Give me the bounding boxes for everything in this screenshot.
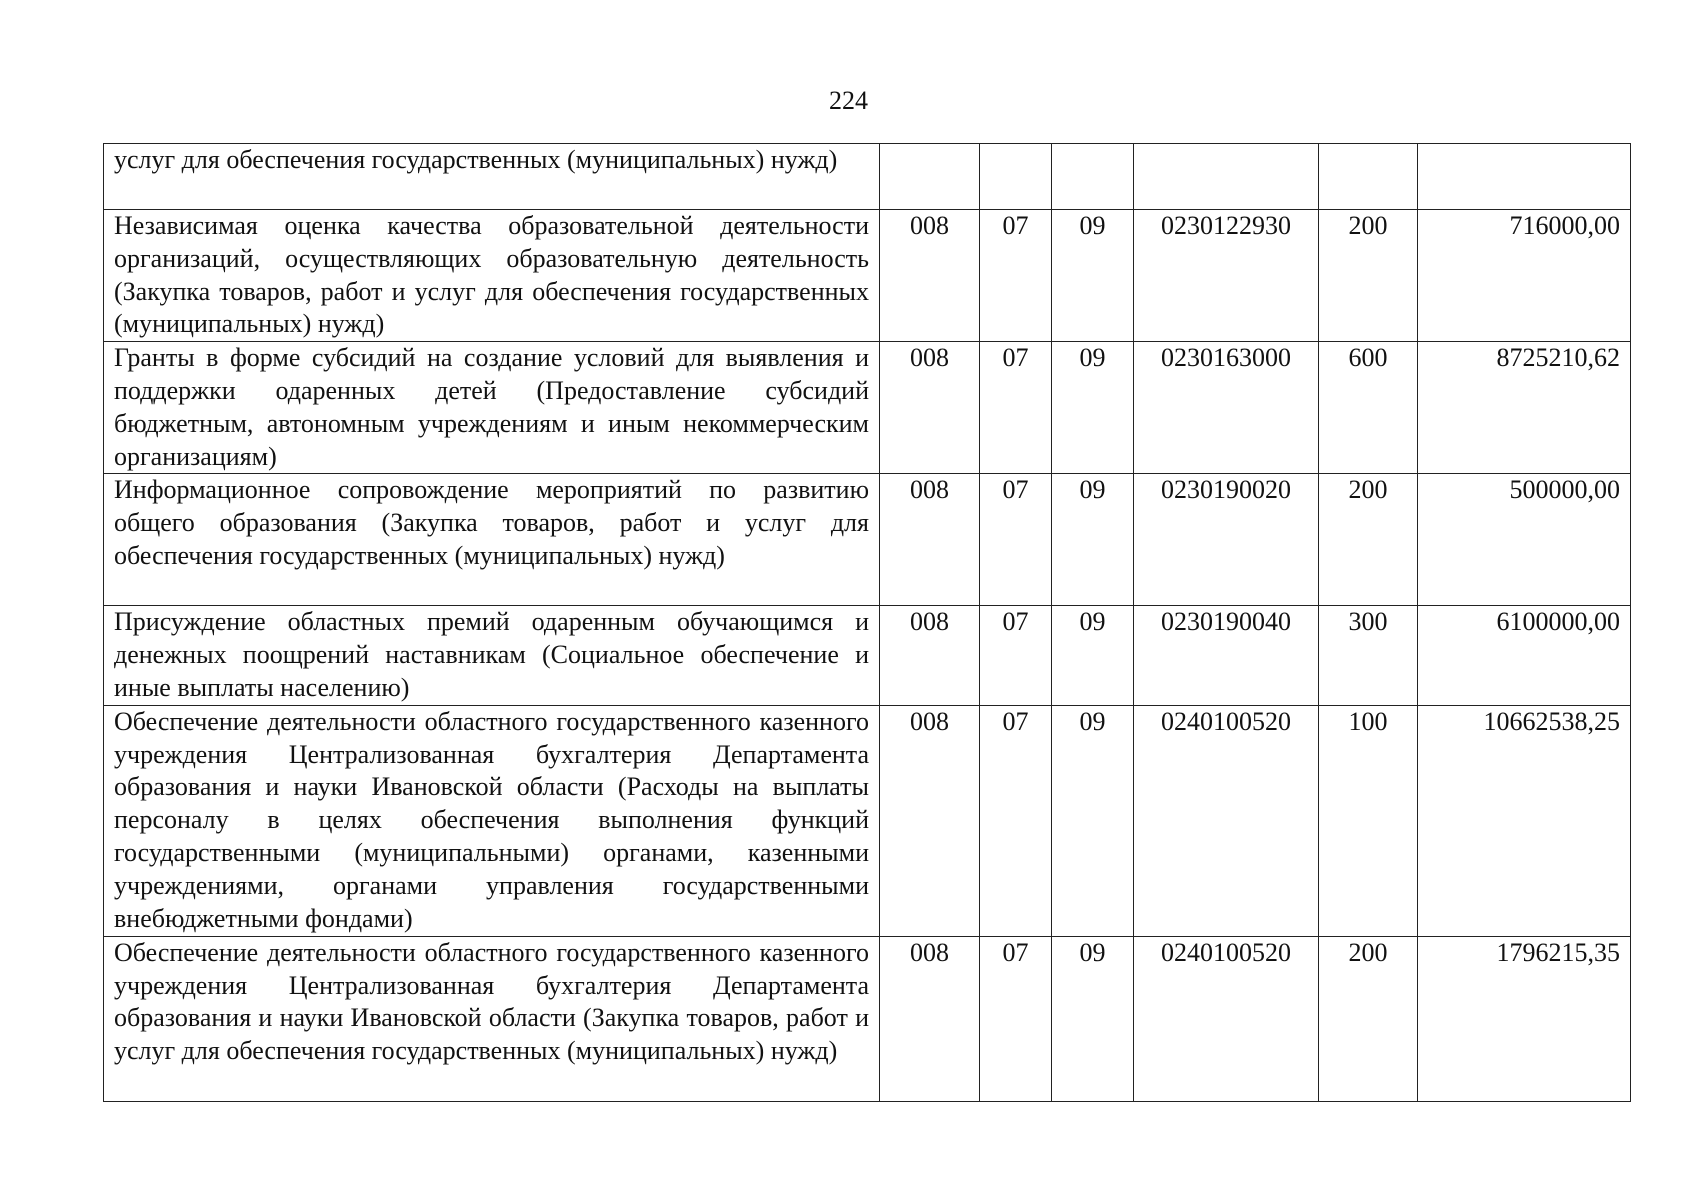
table-row xyxy=(104,606,1631,705)
row-expense-type: 300 xyxy=(1319,606,1418,705)
row-description: Обеспечение деятельности областного государственного казенного учреждения Централизованная бухгалтерия Департамента образования и науки Ивановской области (Расходы на выплаты персоналу в целях обеспечения выполнения функций государственными (муниципальными) органами, казенными учреждениями, органами управления государственными внебюджетными фондами) xyxy=(104,705,880,936)
row-subsection-code: 09 xyxy=(1052,474,1134,606)
table-row xyxy=(104,474,1631,606)
row-description: услуг для обеспечения государственных (муниципальных) нужд) xyxy=(104,144,880,210)
row-article-code: 0230190040 xyxy=(1134,606,1319,705)
row-expense-type: 600 xyxy=(1319,342,1418,474)
row-subsection-code xyxy=(1052,144,1134,210)
row-article-code xyxy=(1134,144,1319,210)
row-expense-type xyxy=(1319,144,1418,210)
row-grbs-code xyxy=(880,144,980,210)
row-section-code: 07 xyxy=(980,606,1052,705)
row-amount: 716000,00 xyxy=(1418,210,1631,342)
table-row xyxy=(104,210,1631,342)
row-expense-type: 200 xyxy=(1319,474,1418,606)
row-subsection-code: 09 xyxy=(1052,936,1134,1101)
row-description: Информационное сопровождение мероприятий по развитию общего образования (Закупка товаров, работ и услуг для обеспечения государственных (муниципальных) нужд) xyxy=(104,474,880,606)
row-subsection-code: 09 xyxy=(1052,342,1134,474)
row-article-code: 0240100520 xyxy=(1134,705,1319,936)
row-grbs-code: 008 xyxy=(880,474,980,606)
row-section-code: 07 xyxy=(980,474,1052,606)
row-expense-type: 100 xyxy=(1319,705,1418,936)
row-description: Присуждение областных премий одаренным обучающимся и денежных поощрений наставникам (Социальное обеспечение и иные выплаты населению) xyxy=(104,606,880,705)
page-number: 224 xyxy=(829,86,868,115)
row-grbs-code: 008 xyxy=(880,936,980,1101)
row-section-code: 07 xyxy=(980,342,1052,474)
row-subsection-code: 09 xyxy=(1052,606,1134,705)
table-row xyxy=(104,342,1631,474)
row-amount: 6100000,00 xyxy=(1418,606,1631,705)
table-row xyxy=(104,144,1631,210)
row-description: Независимая оценка качества образовательной деятельности организаций, осуществляющих образовательную деятельность (Закупка товаров, работ и услуг для обеспечения государственных (муниципальных) нужд) xyxy=(104,210,880,342)
row-article-code: 0230163000 xyxy=(1134,342,1319,474)
row-section-code: 07 xyxy=(980,705,1052,936)
row-description: Обеспечение деятельности областного государственного казенного учреждения Централизованная бухгалтерия Департамента образования и науки Ивановской области (Закупка товаров, работ и услуг для обеспечения государственных (муниципальных) нужд) xyxy=(104,936,880,1101)
row-amount: 8725210,62 xyxy=(1418,342,1631,474)
row-section-code: 07 xyxy=(980,936,1052,1101)
row-description: Гранты в форме субсидий на создание условий для выявления и поддержки одаренных детей (Предоставление субсидий бюджетным, автономным учреждениям и иным некоммерческим организациям) xyxy=(104,342,880,474)
row-amount: 1796215,35 xyxy=(1418,936,1631,1101)
row-section-code: 07 xyxy=(980,210,1052,342)
row-grbs-code: 008 xyxy=(880,210,980,342)
row-amount xyxy=(1418,144,1631,210)
table-row xyxy=(104,936,1631,1101)
row-article-code: 0230190020 xyxy=(1134,474,1319,606)
row-grbs-code: 008 xyxy=(880,705,980,936)
row-section-code xyxy=(980,144,1052,210)
budget-table xyxy=(103,143,1631,1102)
row-subsection-code: 09 xyxy=(1052,705,1134,936)
row-amount: 10662538,25 xyxy=(1418,705,1631,936)
row-expense-type: 200 xyxy=(1319,210,1418,342)
row-amount: 500000,00 xyxy=(1418,474,1631,606)
row-expense-type: 200 xyxy=(1319,936,1418,1101)
row-article-code: 0230122930 xyxy=(1134,210,1319,342)
row-grbs-code: 008 xyxy=(880,606,980,705)
row-grbs-code: 008 xyxy=(880,342,980,474)
row-article-code: 0240100520 xyxy=(1134,936,1319,1101)
row-subsection-code: 09 xyxy=(1052,210,1134,342)
table-row xyxy=(104,705,1631,936)
